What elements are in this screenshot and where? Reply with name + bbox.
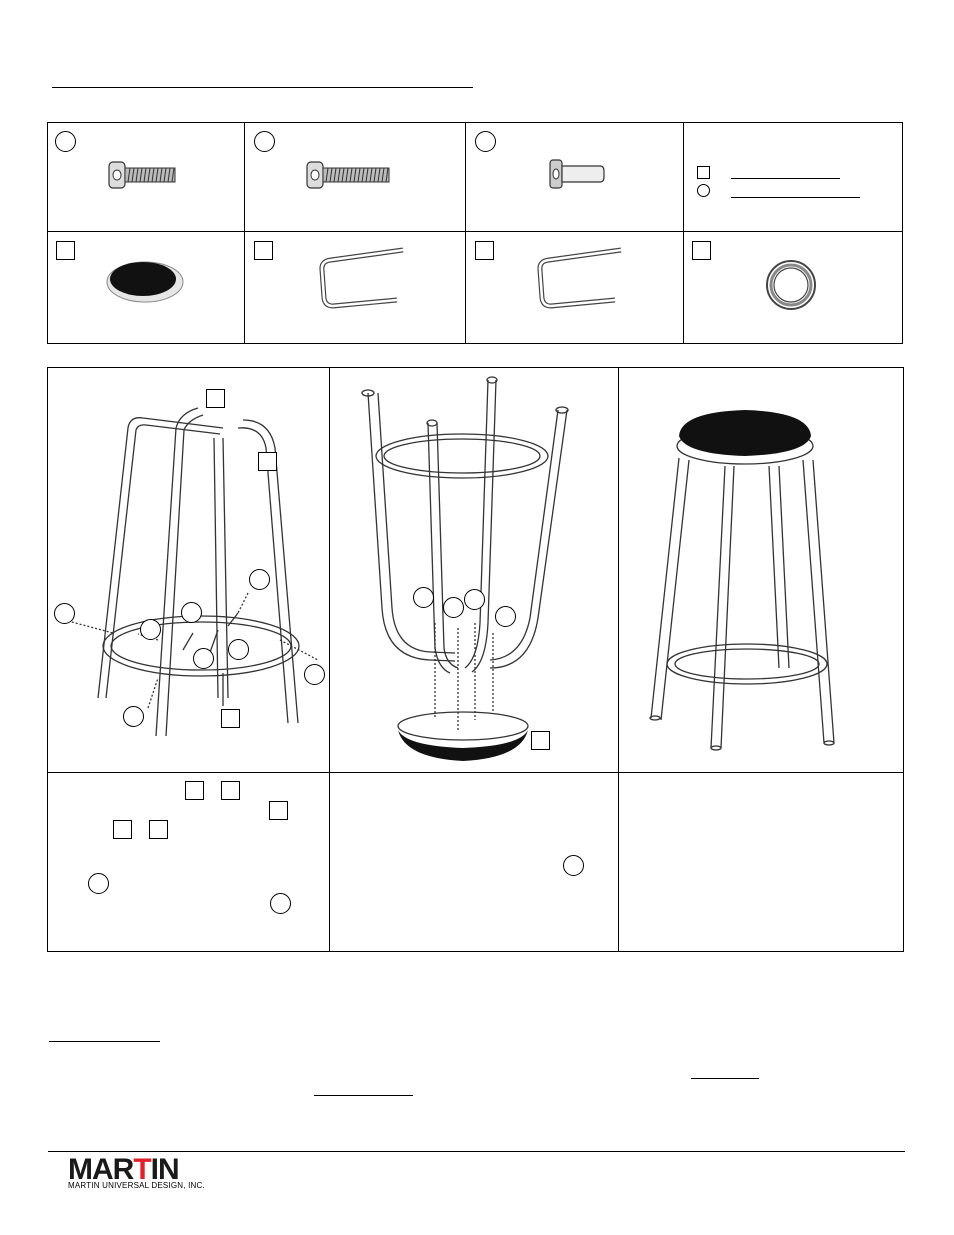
step-3-instructions [619,773,904,952]
step-2-instructions [329,773,619,952]
screw-callout-circle [193,648,214,669]
part-callout-square [56,241,75,260]
company-logo [68,1153,179,1186]
foot-ring-icon [766,255,826,315]
legend-square-icon [697,166,710,179]
part-cell-seat [48,232,245,344]
legend-cell [684,123,903,232]
leg-callout-square [206,389,225,408]
parts-table [47,122,903,344]
hardware-cell-2 [244,123,465,232]
bolt-long-icon [108,161,188,191]
screw-callout-circle [228,639,249,660]
leg-callout-square [149,820,168,839]
frame-assembly-diagram [48,368,330,773]
footer-rule [48,1151,905,1152]
seat-cushion-icon [105,256,189,304]
screw-callout-circle [140,619,161,640]
note-heading-underline [49,1041,160,1042]
screw-callout-circle [123,706,144,727]
u-leg-icon [535,248,625,318]
legend-square-line [731,178,840,179]
legend-circle-line [731,197,860,198]
hardware-cell-1 [48,123,245,232]
step-3-diagram [619,368,904,773]
screw-callout-circle [563,855,584,876]
leg-callout-square [258,452,277,471]
screw-callout-circle [304,664,325,685]
step-2-diagram [329,368,619,773]
leg-callout-square [113,820,132,839]
screw-callout-circle [54,603,75,624]
part-callout-circle [55,131,76,152]
u-leg-icon [317,248,407,318]
logo-text-part1: MAR [68,1153,134,1186]
hardware-cell-3 [465,123,684,232]
part-cell-leg-1 [244,232,465,344]
title-underline [52,87,473,88]
screw-callout-circle [249,569,270,590]
note-underline-1 [691,1078,759,1079]
part-callout-square [692,241,711,260]
leg-callout-square [221,781,240,800]
note-underline-2 [314,1095,413,1096]
screw-callout-circle [464,589,485,610]
screw-callout-circle [270,893,291,914]
step-1-diagram [48,368,330,773]
part-cell-leg-2 [465,232,684,344]
finished-stool-diagram [619,368,904,773]
seat-attach-diagram [330,368,620,773]
part-callout-square [254,241,273,260]
bolt-longer-icon [306,161,396,191]
logo-text-part2: T [133,1153,151,1186]
company-name: MARTIN UNIVERSAL DESIGN, INC. [68,1181,205,1190]
ring-callout-square [269,801,288,820]
part-callout-square [475,241,494,260]
screw-callout-circle [495,606,516,627]
step-1-instructions [48,773,330,952]
part-callout-circle [475,131,496,152]
assembly-table [47,367,904,952]
screw-callout-circle [443,597,464,618]
ring-callout-square [221,709,240,728]
screw-callout-circle [413,587,434,608]
seat-callout-square [531,731,550,750]
screw-callout-circle [88,873,109,894]
part-callout-circle [254,131,275,152]
short-bolt-icon [548,159,608,193]
screw-callout-circle [181,602,202,623]
part-cell-ring [684,232,903,344]
leg-callout-square [185,781,204,800]
logo-text-part3: IN [150,1153,179,1186]
legend-circle-icon [697,184,710,197]
